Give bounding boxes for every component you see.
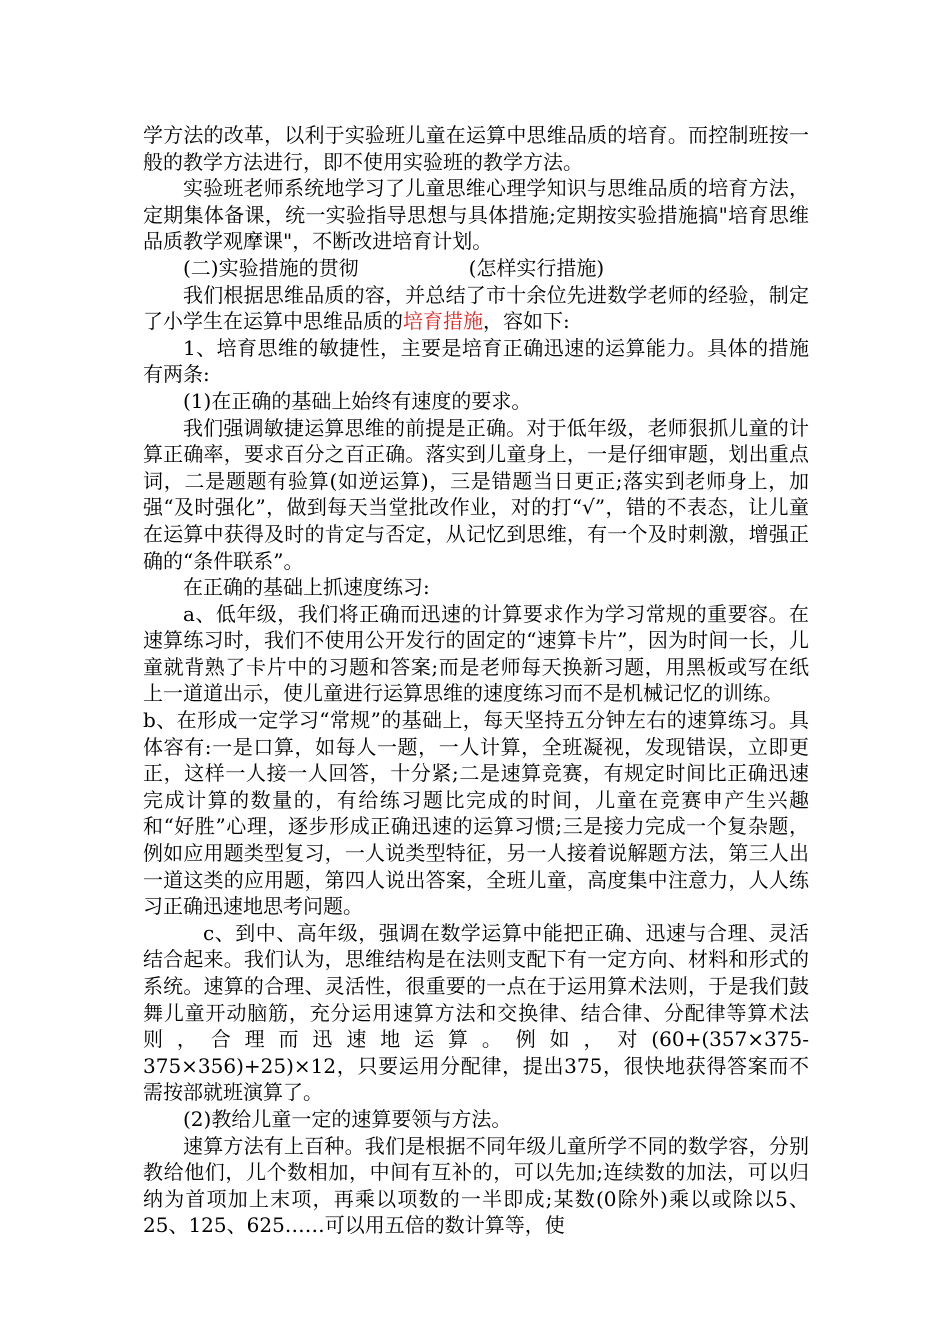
paragraph-lower-grades: a、低年级，我们将正确而迅速的计算要求作为学习常规的重要容。在速算练习时，我们不使用公开发行的固定的“速算卡片”，因为时间一长，儿童就背熟了卡片中的习题和答案;而是老师每天换新习题，用黑板或写在纸上一道道出示，使儿童进行运算思维的速度练习而不是机械记忆的训练。	[143, 601, 809, 706]
paragraph-teacher-training: 实验班老师系统地学习了儿童思维心理学知识与思维品质的培育方法，定期集体备课，统一实验指导思想与具体措施;定期按实验措施搞"培育思维品质教学观摩课"，不断改进培育计划。	[143, 176, 809, 254]
paragraph-speed-methods: 速算方法有上百种。我们是根据不同年级儿童所学不同的数学容，分别教给他们，儿个数相加，中间有互补的，可以先加;连续数的加法，可以归纳为首项加上末项，再乘以项数的一半即成;某数(0除外)乘以或除以5、25、125、625……可以用五倍的数计算等，使	[143, 1133, 809, 1238]
paragraph-accuracy: 我们强调敏捷运算思维的前提是正确。对于低年级，老师狠抓儿童的计算正确率，要求百分之百正确。落实到儿童身上，一是仔细审题，划出重点词，二是题题有验算(如逆运算)，三是错题当日更正;落实到老师身上，加强“及时强化”，做到每天当堂批改作业，对的打“√”，错的不表态，让儿童在运算中获得及时的肯定与否定，从记忆到思维，有一个及时刺激，增强正确的“条件联系”。	[143, 415, 809, 573]
section-heading-right: (怎样实行措施)	[468, 255, 605, 280]
paragraph-routine-practice: b、在形成一定学习“常规”的基础上，每天坚持五分钟左右的速算练习。具体容有:一是口算，如每人一题，一人计算，全班凝视，发现错误，立即更正，这样一人接一人回答，十分紧;二是速算竞赛，有规定时间比正确迅速完成计算的数量的，有给练习题比完成的时间，儿童在竞赛申产生兴趣和“好胜”心理，逐步形成正确迅速的运算习惯;三是接力完成一个复杂题，例如应用题类型复习，一人说类型特征，另一人接着说解题方法，第三人出一道这类的应用题，第四人说出答案，全班儿童，高度集中注意力，人人练习正确迅速地思考问题。	[143, 708, 809, 919]
measures-intro-text: 我们根据思维品质的容，并总结了市十余位先进数学老师的经验，制定了小学生在运算中思维品质的	[143, 282, 809, 334]
highlighted-term: 培育措施	[403, 309, 483, 334]
paragraph-speed-practice: 在正确的基础上抓速度练习:	[183, 575, 430, 600]
paragraph-agility: 1、培育思维的敏捷性，主要是培育正确迅速的运算能力。具体的措施有两条:	[143, 335, 809, 387]
subheading-methods: (2)教给儿童一定的速算要领与方法。	[183, 1106, 512, 1131]
section-heading-implementation	[143, 255, 809, 282]
measures-intro-tail: ，容如下:	[483, 309, 570, 334]
section-heading-left: (二)实验措施的贯彻	[183, 255, 359, 280]
paragraph-upper-grades: c、到中、高年级，强调在数学运算中能把正确、迅速与合理、灵活结合起来。我们认为，思维结构是在法则支配下有一定方向、材料和形式的系统。速算的合理、灵活性，很重要的一点在于运用算术法则，于是我们鼓舞儿童开动脑筋，充分运用速算方法和交换律、结合律、分配律等算术法则，合理而迅速地运算。例如，对(60+(357×375-375×356)+25)×12，只要运用分配律，提出375，很快地获得答案而不需按部就班演算了。	[143, 920, 809, 1105]
subheading-speed-requirement: (1)在正确的基础上始终有速度的要求。	[183, 388, 532, 413]
paragraph-continuation: 学方法的改革，以利于实验班儿童在运算中思维品质的培育。而控制班按一般的教学方法进行，即不使用实验班的教学方法。	[143, 123, 809, 174]
document-body	[143, 122, 809, 1239]
paragraph-measures-intro	[143, 282, 809, 335]
